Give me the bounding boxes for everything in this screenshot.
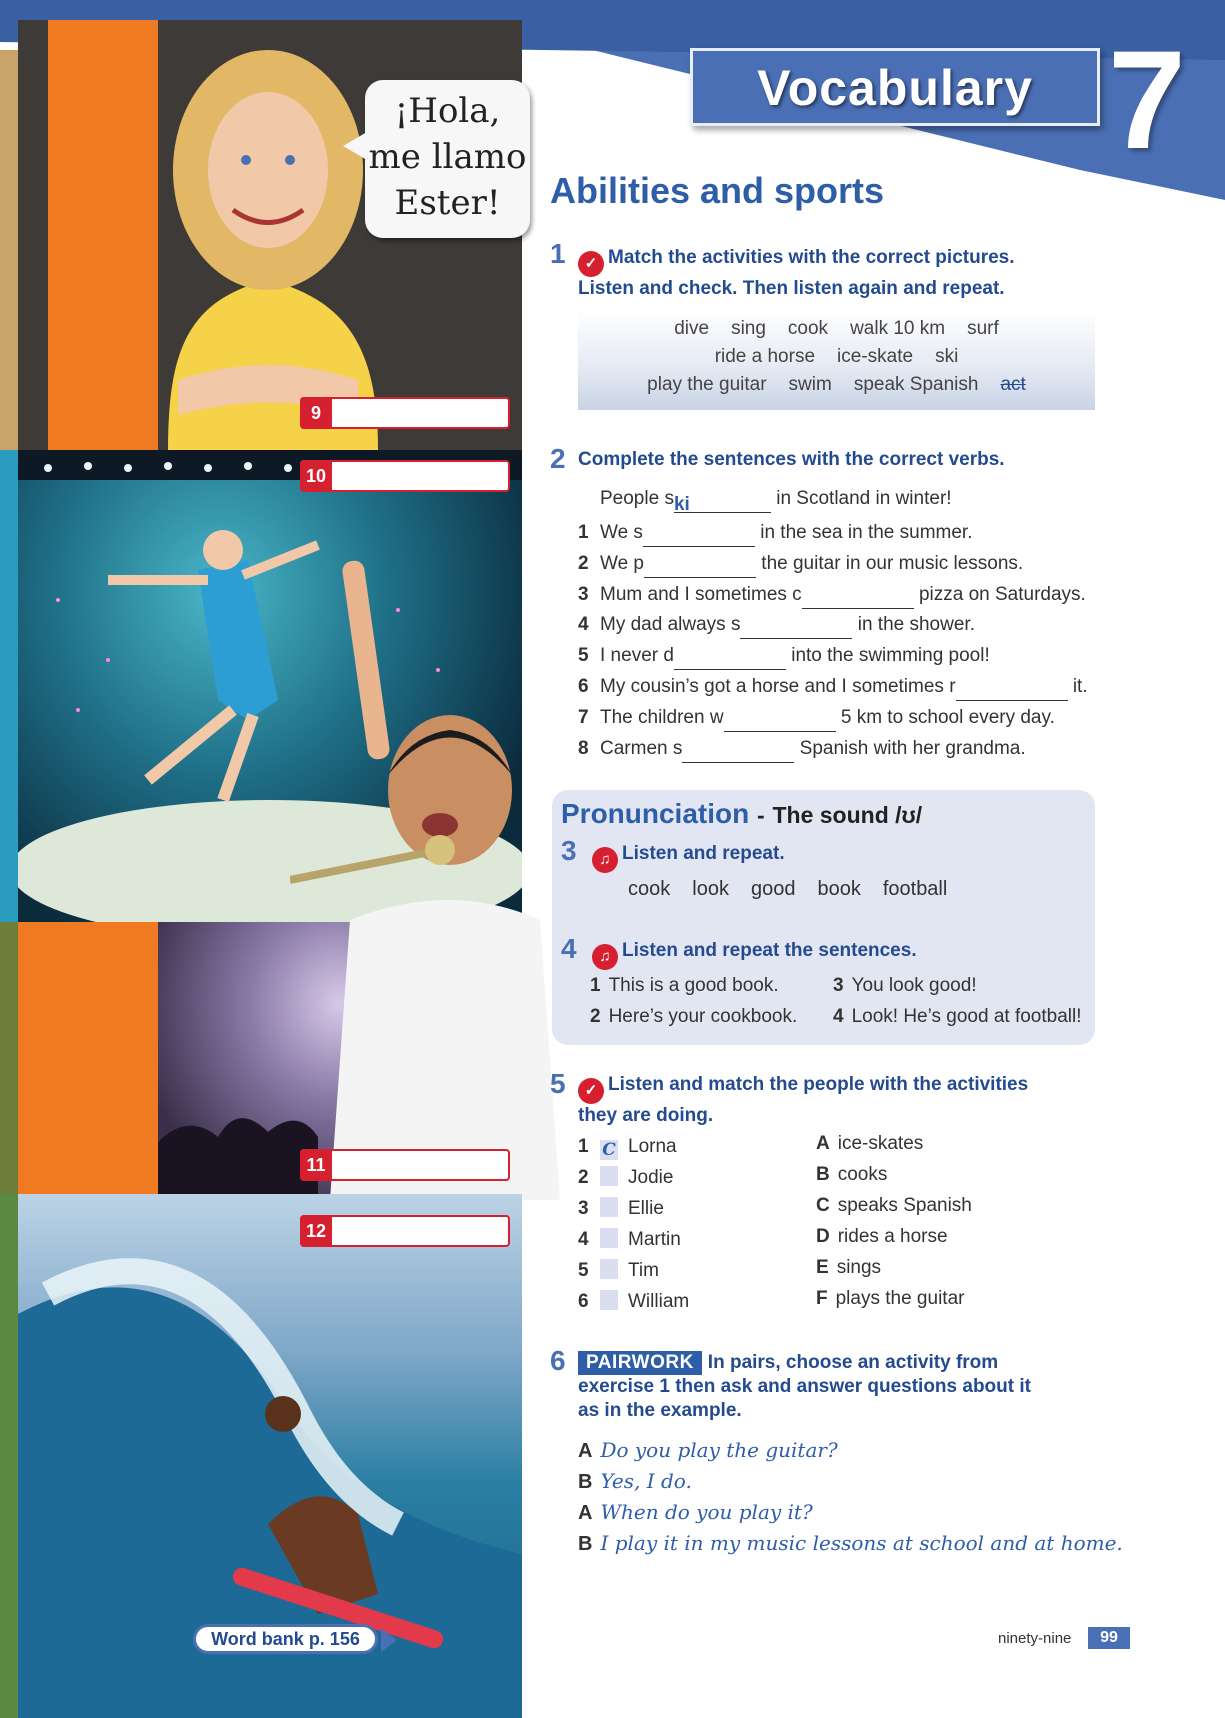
item-number: 1 xyxy=(578,1136,589,1157)
word-row xyxy=(578,371,1095,399)
sentence-end: in the sea in the summer. xyxy=(760,522,973,543)
person-name: Martin xyxy=(628,1229,681,1250)
speech-line: me llamo xyxy=(368,137,527,177)
page-number: 99 xyxy=(1088,1627,1130,1649)
dialog-line xyxy=(578,1497,813,1527)
person-name: Tim xyxy=(628,1260,659,1281)
photo-number: 10 xyxy=(300,460,332,492)
photo-answer-field-12[interactable] xyxy=(300,1215,510,1247)
photo-answer-field-11[interactable] xyxy=(300,1149,510,1181)
option-letter: F xyxy=(816,1288,828,1309)
speaker-label: B xyxy=(578,1533,593,1555)
option-text: sings xyxy=(836,1257,882,1278)
instruction-text: Listen and match the people with the activities xyxy=(608,1074,1029,1095)
sentence-item xyxy=(578,735,1026,763)
sentence-text: You look good! xyxy=(851,975,977,996)
word-item: dive xyxy=(674,318,710,339)
answer-blank[interactable] xyxy=(802,587,914,609)
pronunciation-sentence xyxy=(833,1006,1082,1028)
unit-number: 7 xyxy=(1108,21,1186,178)
pronunciation-word-list xyxy=(628,878,947,901)
instruction-text: Listen and check. Then listen again and repeat. xyxy=(578,278,1005,299)
speaker-label: A xyxy=(578,1440,593,1462)
option-letter: B xyxy=(816,1164,830,1185)
pronunciation-word: football xyxy=(882,878,948,900)
option-text: rides a horse xyxy=(837,1226,948,1247)
sentence-item xyxy=(578,581,1086,609)
page-number-words: ninety-nine xyxy=(998,1630,1072,1647)
item-number: 3 xyxy=(578,584,589,605)
sentence-start: Carmen s xyxy=(600,738,683,759)
sentence-text: Look! He’s good at football! xyxy=(851,1006,1082,1027)
activity-option xyxy=(816,1254,881,1282)
word-bank-link[interactable]: Word bank p. 156 xyxy=(193,1624,378,1654)
speech-line: Ester! xyxy=(394,183,501,223)
section-title: Abilities and sports xyxy=(550,170,885,211)
person-item xyxy=(578,1257,659,1285)
sentence-start: My dad always s xyxy=(600,614,741,635)
person-name: Lorna xyxy=(628,1136,677,1157)
edge-strip xyxy=(0,922,18,1194)
speech-bubble-tail xyxy=(343,132,367,160)
sentence-item xyxy=(578,550,1023,578)
sports-icon: ✓ xyxy=(578,1078,604,1104)
word-item: swim xyxy=(788,374,832,395)
dialog-text: Yes, I do. xyxy=(600,1469,692,1493)
item-number: 5 xyxy=(578,645,589,666)
answer-blank[interactable] xyxy=(643,525,755,547)
answer-blank[interactable]: ki xyxy=(674,491,771,513)
answer-blank[interactable] xyxy=(740,617,852,639)
sentence-item xyxy=(578,673,1088,701)
photo-number: 11 xyxy=(300,1149,332,1181)
word-row xyxy=(578,315,1095,343)
word-item: ride a horse xyxy=(714,346,816,367)
word-item: sing xyxy=(731,318,766,339)
person-name: Jodie xyxy=(628,1167,674,1188)
instruction-text: Listen and repeat the sentences. xyxy=(622,940,917,961)
option-letter: C xyxy=(816,1195,830,1216)
instruction-text: Listen and repeat. xyxy=(622,843,785,864)
pronunciation-word: cook xyxy=(628,878,671,900)
dialog-line xyxy=(578,1466,692,1496)
dialog-line xyxy=(578,1528,1123,1558)
sentence-end: into the swimming pool! xyxy=(791,645,990,666)
sentence-end: 5 km to school every day. xyxy=(840,707,1055,728)
pronunciation-title: Pronunciation xyxy=(561,798,750,829)
sentence-end: in Scotland in winter! xyxy=(776,488,952,509)
edge-strip xyxy=(0,1194,18,1718)
word-item: ice-skate xyxy=(837,346,914,367)
sentence-end: the guitar in our music lessons. xyxy=(761,553,1024,574)
item-number: 2 xyxy=(578,553,589,574)
option-text: cooks xyxy=(837,1164,888,1185)
photo-number: 9 xyxy=(300,397,332,429)
person-item xyxy=(578,1226,681,1254)
sentence-text: This is a good book. xyxy=(608,975,779,996)
word-item: play the guitar xyxy=(647,374,767,395)
exercise-number: 3 xyxy=(561,835,577,866)
item-number: 6 xyxy=(578,676,589,697)
answer-box[interactable] xyxy=(600,1166,618,1186)
sentence-item xyxy=(578,519,973,547)
vocabulary-banner xyxy=(690,48,1100,126)
edge-strip xyxy=(0,50,18,450)
item-number: 7 xyxy=(578,707,589,728)
example-sentence xyxy=(600,485,952,513)
sports-icon: ✓ xyxy=(578,251,604,277)
dialog-text: When do you play it? xyxy=(600,1500,813,1524)
option-text: ice-skates xyxy=(837,1133,924,1154)
person-item xyxy=(578,1133,677,1161)
word-item: surf xyxy=(967,318,999,339)
instruction-text: Match the activities with the correct pictures. xyxy=(608,247,1015,268)
heading-dash: - xyxy=(757,802,765,828)
word-item: walk 10 km xyxy=(850,318,946,339)
edge-strip xyxy=(0,450,18,922)
speech-line: ¡Hola, xyxy=(394,91,501,131)
dialog-line xyxy=(578,1435,838,1465)
exercise-number: 2 xyxy=(550,443,566,474)
activity-option xyxy=(816,1130,923,1158)
struck-word: act xyxy=(1000,374,1026,395)
answer-blank[interactable] xyxy=(724,710,836,732)
answer-box[interactable] xyxy=(600,1259,618,1279)
item-number: 5 xyxy=(578,1260,589,1281)
sentence-start: I never d xyxy=(600,645,674,666)
photo-answer-field-9[interactable] xyxy=(300,397,510,429)
exercise-number: 4 xyxy=(561,933,577,964)
sentence-start: My cousin’s got a horse and I sometimes r xyxy=(600,676,956,697)
dialog-text: Do you play the guitar? xyxy=(600,1438,838,1462)
dialog-text: I play it in my music lessons at school and at home. xyxy=(600,1531,1123,1555)
instruction-text: as in the example. xyxy=(578,1400,742,1421)
arrow-right-icon xyxy=(381,1628,397,1652)
pronunciation-word: look xyxy=(692,878,729,900)
sentence-start: We p xyxy=(600,553,645,574)
word-row xyxy=(578,343,1095,371)
speech-bubble xyxy=(365,80,530,238)
pronunciation-sentence xyxy=(833,975,977,997)
word-item: ski xyxy=(935,346,959,367)
word-item: cook xyxy=(787,318,829,339)
item-number: 2 xyxy=(590,1006,601,1027)
exercise-2-instruction: Complete the sentences with the correct verbs. xyxy=(578,449,1005,470)
item-number: 6 xyxy=(578,1291,589,1312)
pronunciation-sentence xyxy=(590,975,779,997)
instruction-text: exercise 1 then ask and answer questions about it xyxy=(578,1376,1031,1397)
headphones-icon[interactable]: ♫ xyxy=(592,847,618,873)
item-number: 3 xyxy=(833,975,844,996)
photo-answer-field-10[interactable] xyxy=(300,460,510,492)
orange-block xyxy=(48,20,158,450)
sentence-start: Mum and I sometimes c xyxy=(600,584,802,605)
answer-blank[interactable] xyxy=(956,679,1068,701)
photo-number: 12 xyxy=(300,1215,332,1247)
sentence-end: it. xyxy=(1072,676,1088,697)
item-number: 4 xyxy=(833,1006,844,1027)
answer-box[interactable] xyxy=(600,1197,618,1217)
activity-option xyxy=(816,1223,948,1251)
answer-box[interactable] xyxy=(600,1228,618,1248)
word-item: speak Spanish xyxy=(853,374,979,395)
person-item xyxy=(578,1164,673,1192)
exercise-number: 6 xyxy=(550,1345,566,1376)
sentence-end: Spanish with her grandma. xyxy=(799,738,1026,759)
item-number: 1 xyxy=(590,975,601,996)
sentence-start: The children w xyxy=(600,707,724,728)
person-item xyxy=(578,1288,689,1316)
answer-blank[interactable] xyxy=(682,741,794,763)
answer-box[interactable]: C xyxy=(600,1140,618,1160)
pronunciation-heading xyxy=(561,798,922,830)
singer-boy-illustration xyxy=(290,560,560,1200)
sentence-end: in the shower. xyxy=(857,614,975,635)
photo-column xyxy=(0,0,527,1718)
option-letter: E xyxy=(816,1257,829,1278)
option-letter: A xyxy=(816,1133,830,1154)
pronunciation-sentence xyxy=(590,1006,797,1028)
item-number: 8 xyxy=(578,738,589,759)
item-number: 4 xyxy=(578,614,589,635)
person-name: William xyxy=(628,1291,690,1312)
sentence-item xyxy=(578,642,990,670)
banner-title: Vocabulary xyxy=(757,60,1033,116)
answer-box[interactable] xyxy=(600,1290,618,1310)
pronunciation-word: book xyxy=(817,878,861,900)
answer-blank[interactable] xyxy=(644,556,756,578)
item-number: 1 xyxy=(578,522,589,543)
option-text: speaks Spanish xyxy=(837,1195,972,1216)
word-box xyxy=(578,309,1095,410)
activity-option xyxy=(816,1161,887,1189)
item-number: 4 xyxy=(578,1229,589,1250)
sentence-start: People s xyxy=(600,488,674,509)
option-text: plays the guitar xyxy=(835,1288,965,1309)
person-name: Ellie xyxy=(628,1198,664,1219)
activity-option xyxy=(816,1192,972,1220)
activity-option xyxy=(816,1285,964,1313)
item-number: 2 xyxy=(578,1167,589,1188)
pairwork-tag: PAIRWORK xyxy=(578,1351,702,1375)
instruction-text: they are doing. xyxy=(578,1105,714,1126)
exercise-1-instruction xyxy=(578,246,1015,301)
pronunciation-subtitle: The sound /ʊ/ xyxy=(772,802,923,828)
headphones-icon[interactable]: ♫ xyxy=(592,944,618,970)
answer-blank[interactable] xyxy=(674,648,786,670)
exercise-number: 5 xyxy=(550,1068,566,1099)
pronunciation-word: good xyxy=(750,878,796,900)
instruction-text: In pairs, choose an activity from xyxy=(707,1352,999,1373)
sentence-start: We s xyxy=(600,522,643,543)
speaker-label: A xyxy=(578,1502,593,1524)
speaker-label: B xyxy=(578,1471,593,1493)
sentence-end: pizza on Saturdays. xyxy=(918,584,1086,605)
sentence-item xyxy=(578,611,975,639)
exercise-3-instruction xyxy=(592,842,785,873)
option-letter: D xyxy=(816,1226,830,1247)
exercise-4-instruction xyxy=(592,939,917,970)
sentence-item xyxy=(578,704,1055,732)
exercise-5-instruction xyxy=(578,1073,1028,1128)
sentence-text: Here’s your cookbook. xyxy=(608,1006,798,1027)
person-item xyxy=(578,1195,664,1223)
item-number: 3 xyxy=(578,1198,589,1219)
exercise-6-instruction xyxy=(578,1351,1031,1423)
exercise-number: 1 xyxy=(550,238,566,269)
